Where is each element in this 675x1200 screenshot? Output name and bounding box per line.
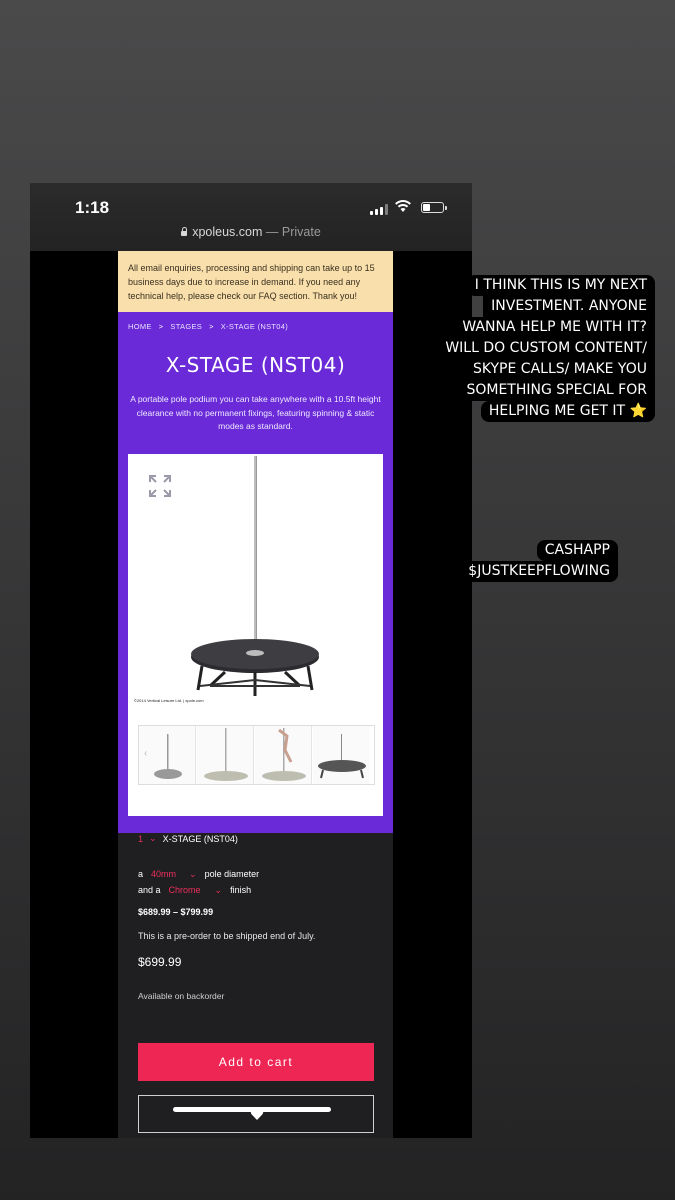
home-indicator — [173, 1107, 331, 1112]
thumbnail[interactable] — [255, 726, 312, 784]
option-label: finish — [230, 885, 252, 895]
caption-line: CASHAPP — [537, 540, 618, 561]
diameter-select[interactable]: 40mm — [151, 869, 177, 879]
status-time: 1:18 — [75, 198, 110, 217]
caption-line: SKYPE CALLS/ MAKE YOU — [465, 359, 655, 380]
breadcrumb-separator: > — [158, 322, 164, 331]
breadcrumb-separator: > — [209, 322, 214, 331]
thumbnail[interactable] — [139, 726, 196, 784]
breadcrumb-stages[interactable]: STAGES — [170, 322, 203, 331]
image-caption: ©2014 Vertical Leisure Ltd. | xpole.com — [134, 698, 204, 703]
caption-line — [481, 401, 655, 422]
wishlist-button[interactable] — [138, 1095, 374, 1133]
battery-icon — [421, 202, 444, 213]
chevron-left-icon[interactable]: ‹ — [144, 748, 148, 759]
option-prefix: a — [138, 869, 144, 879]
breadcrumb-current: X-STAGE (NST04) — [220, 322, 289, 331]
preorder-note: This is a pre-order to be shipped end of July. — [138, 931, 316, 941]
product-description: A portable pole podium you can take anywhere with a 10.5ft height clearance with no permanent fixings, featuring spinning & static modes as standard. — [130, 394, 381, 431]
story-caption — [437, 275, 655, 422]
stock-status: Available on backorder — [138, 991, 225, 1001]
product-gallery — [128, 454, 383, 816]
chevron-down-icon[interactable]: ⌄ — [149, 833, 157, 843]
option-label: pole diameter — [204, 869, 260, 879]
caption-line: INVESTMENT. ANYONE — [483, 296, 655, 317]
notice-banner: All email enquiries, processing and shipping can take up to 15 business days due to increase in demand. If you need any technical help, please check our FAQ section. Thank you! — [118, 251, 393, 312]
chevron-down-icon[interactable]: ⌄ — [214, 884, 223, 895]
product-image[interactable] — [180, 454, 330, 704]
quantity-select[interactable]: 1 — [138, 833, 144, 844]
option-prefix: and a — [138, 885, 161, 895]
breadcrumb-home[interactable]: HOME — [128, 322, 152, 331]
caption-text: HELPING ME GET IT — [488, 403, 626, 419]
caption-line: WILL DO CUSTOM CONTENT/ — [437, 338, 655, 359]
product-name: X-STAGE (NST04) — [162, 833, 238, 844]
thumbnail[interactable] — [313, 726, 370, 784]
cashapp-caption — [460, 540, 618, 582]
caption-line: $JUSTKEEPFLOWING — [460, 561, 618, 582]
status-bar — [30, 183, 472, 251]
private-mode-label: — Private — [265, 225, 321, 239]
price-range: $689.99 – $799.99 — [138, 907, 214, 917]
wifi-icon — [394, 199, 412, 213]
finish-select[interactable]: Chrome — [168, 885, 201, 895]
url-bar[interactable] — [30, 225, 472, 239]
quantity-row — [138, 833, 378, 844]
expand-icon[interactable] — [148, 474, 172, 498]
product-details — [138, 833, 378, 1069]
breadcrumb — [118, 312, 393, 331]
thumbnail-strip — [138, 725, 375, 785]
star-icon: ⭐ — [629, 403, 647, 419]
caption-line: SOMETHING SPECIAL FOR — [458, 380, 655, 401]
product-hero — [118, 312, 393, 833]
lock-icon — [181, 231, 187, 236]
product-options — [138, 866, 378, 898]
thumbnail[interactable] — [197, 726, 254, 784]
signal-icon — [370, 204, 388, 215]
chevron-down-icon[interactable]: ⌄ — [189, 868, 197, 879]
caption-line: I THINK THIS IS MY NEXT — [467, 275, 655, 296]
add-to-cart-button[interactable]: Add to cart — [138, 1043, 374, 1081]
page-title: X-STAGE (NST04) — [165, 353, 346, 377]
caption-line: WANNA HELP ME WITH IT? — [454, 317, 655, 338]
phone-screenshot — [30, 183, 472, 1138]
price: $699.99 — [138, 955, 182, 969]
url-domain: xpoleus.com — [192, 225, 263, 239]
web-page — [118, 251, 393, 1138]
